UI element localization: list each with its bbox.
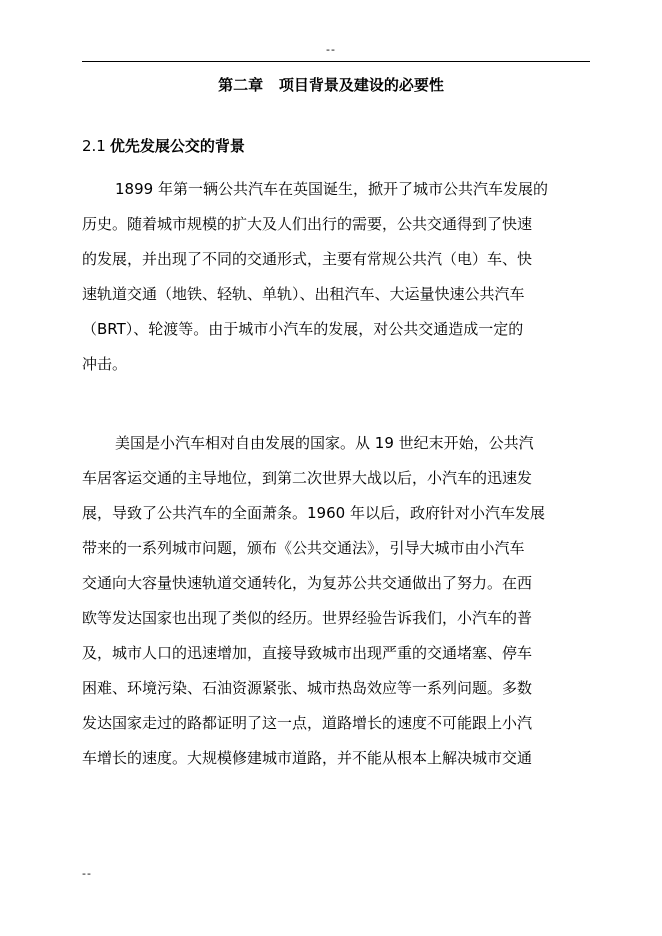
paragraph-line: 车居客运交通的主导地位，到第二次世界大战以后，小汽车的迅速发 [82,469,533,487]
paragraph-line: 速轨道交通（地铁、轻轨、单轨）、出租汽车、大运量快速公共汽车 [82,285,525,303]
section-title [82,135,245,157]
paragraph-line: 展，导致了公共汽车的全面萧条。1960 年以后，政府针对小汽车发展 [82,504,545,522]
paragraph-line: 历史。随着城市规模的扩大及人们出行的需要，公共交通得到了快速 [82,215,533,233]
section-number: 2.1 [82,137,106,155]
paragraph-line: 1899 年第一辆公共汽车在英国诞生，掀开了城市公共汽车发展的 [115,180,548,198]
paragraph-line: （BRT）、轮渡等。由于城市小汽车的发展，对公共交通造成一定的 [82,320,524,338]
paragraph-line: 交通向大容量快速轨道交通转化，为复苏公共交通做出了努力。在西 [82,574,533,592]
paragraph-line: 的发展，并出现了不同的交通形式，主要有常规公共汽（电）车、快 [82,250,533,268]
paragraph-line: 欧等发达国家也出现了类似的经历。世界经验告诉我们，小汽车的普 [82,609,533,627]
chapter-title: 第二章 项目背景及建设的必要性 [218,76,444,94]
footer-mark: -- [82,867,92,880]
header-rule [82,61,590,62]
paragraph-line: 美国是小汽车相对自由发展的国家。从 19 世纪末开始，公共汽 [115,434,534,452]
header-mark: -- [326,43,336,56]
paragraph-line: 冲击。 [82,355,128,373]
paragraph-2 [82,426,592,776]
paragraph-line: 及，城市人口的迅速增加，直接导致城市出现严重的交通堵塞、停车 [82,644,533,662]
paragraph-line: 车增长的速度。大规模修建城市道路，并不能从根本上解决城市交通 [82,749,533,767]
section-title-text: 优先发展公交的背景 [109,137,245,155]
paragraph-1 [82,172,592,382]
paragraph-line: 困难、环境污染、石油资源紧张、城市热岛效应等一系列问题。多数 [82,679,533,697]
paragraph-line: 带来的一系列城市问题，颁布《公共交通法》，引导大城市由小汽车 [82,539,525,557]
paragraph-line: 发达国家走过的路都证明了这一点，道路增长的速度不可能跟上小汽 [82,714,533,732]
